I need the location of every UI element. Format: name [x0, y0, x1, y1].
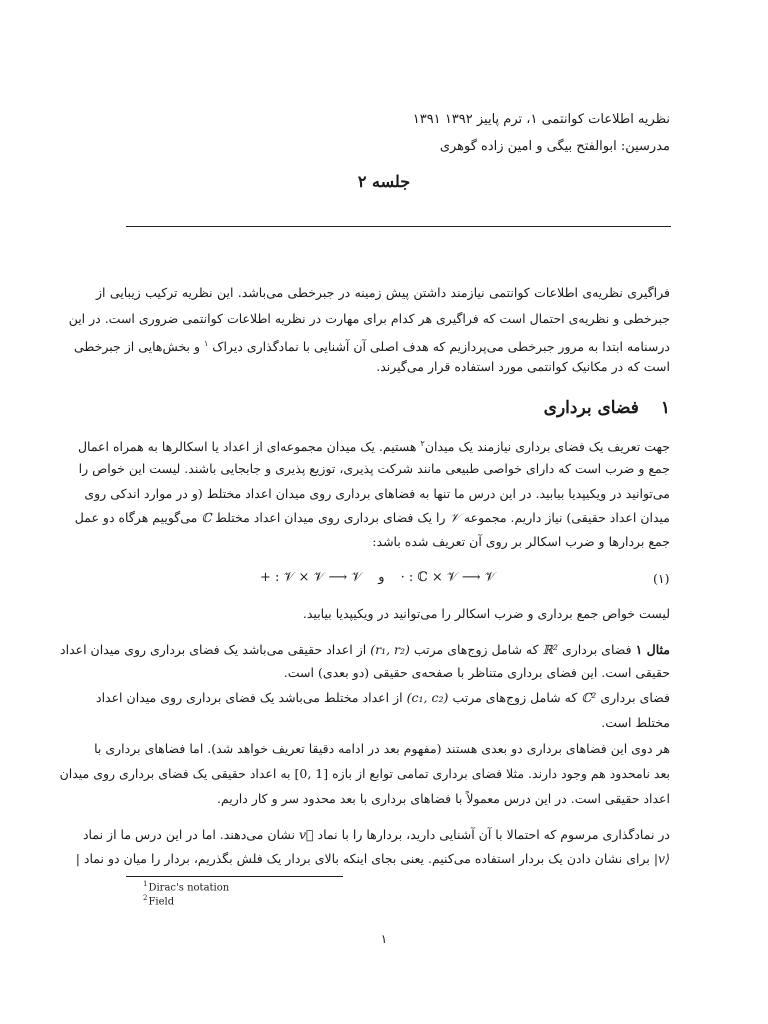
para3-line-1b: نشان می‌دهند. اما در این درس ما از نماد	[82, 827, 295, 842]
math-bar: |	[75, 851, 80, 866]
math-ket-v: |v⟩	[653, 851, 670, 866]
para1-line-4a: میدان اعداد حقیقی) نیاز داریم. مجموعه	[463, 510, 670, 525]
math-R2: ℝ²	[542, 642, 558, 657]
para3-line-1	[82, 826, 670, 844]
para1-line-2: جمع و ضرب است که دارای خواصی طبیعی مانند شرکت پذیری، توزیع پذیری و جابجایی باشند. لیست این خواص را	[78, 461, 670, 476]
math-pair-r: (r₁, r₂)	[370, 642, 410, 657]
footnote-1-text: Dirac's notation	[148, 882, 230, 894]
after-equation-line: لیست خواص جمع برداری و ضرب اسکالر را می‌توانید در ویکیپدیا بیابید.	[302, 606, 670, 621]
intro-line-4: است که در مکانیک کوانتمی مورد استفاده قرار می‌گیرند.	[376, 359, 670, 374]
equation-left: + : 𝒱 × 𝒱 ⟶ 𝒱	[260, 570, 363, 585]
example1-line-1c: از اعداد حقیقی می‌باشد یک فضای برداری روی میدان اعداد	[60, 642, 367, 657]
example1-line-3b: که شامل زوج‌های مرتب	[452, 690, 578, 705]
intro-line-2: جبرخطی و نظریه‌ی احتمال است که فراگیری هر کدام برای مهارت در نظریه اطلاعات کوانتمی ضروری است. در این	[68, 311, 670, 326]
footnote-2-text: Field	[148, 896, 175, 908]
intro-line-3	[73, 335, 670, 356]
equation-and: و	[378, 570, 385, 585]
footnote-ref-2: ۲	[420, 439, 425, 448]
course-line: نظریه اطلاعات کوانتمی ۱، ترم پاییز ۱۳۹۲ ۱۳۹۱	[412, 112, 670, 127]
para1-line-1b: هستیم. یک میدان مجموعه‌ای از اعداد یا اسکالرها به همراه اعمال	[77, 439, 417, 455]
example1-line-3a: فضای برداری	[600, 690, 670, 705]
math-V: 𝒱	[449, 510, 460, 525]
para1-line-1	[77, 435, 670, 456]
math-vec-v: v⃗	[298, 827, 314, 842]
instructors-line: مدرسین: ابوالفتح بیگی و امین زاده گوهری	[439, 139, 670, 154]
example1-line-2: حقیقی است. این فضای برداری متناظر با صفحه‌ی حقیقی (دو بعدی) است.	[283, 665, 670, 680]
para1-line-4c: می‌گوییم هرگاه دو عمل	[74, 510, 198, 525]
para2-line-2	[59, 765, 670, 783]
footnote-ref-1: ۱	[203, 339, 209, 348]
para1-line-4b: را یک فضای برداری روی میدان اعداد مختلط	[215, 510, 446, 525]
example1-label: مثال ۱	[635, 642, 670, 657]
footnote-2-mark: 2	[143, 894, 148, 902]
example1-line-1a: فضای برداری	[561, 642, 632, 657]
section-heading	[544, 398, 670, 418]
para2-line-3: اعداد حقیقی است. در این درس معمولاً با فضاهای برداری با بعد محدود سر و کار داریم.	[216, 791, 670, 806]
footnote-rule	[126, 876, 343, 877]
para2-line-2a: بعد نامحدود هم وجود دارند. مثلا فضای برداری تمامی توابع از بازه	[332, 766, 670, 781]
section-title: فضای برداری	[543, 398, 639, 418]
math-C: ℂ	[201, 510, 212, 525]
equation-right: · : ℂ × 𝒱 ⟶ 𝒱	[400, 570, 496, 585]
para2-line-2b: به اعداد حقیقی یک فضای برداری روی میدان	[59, 766, 291, 781]
para1-line-3: می‌توانید در ویکیپدیا بیابید. در این درس ما تنها به فضاهای برداری روی میدان اعداد مختلط (و در موارد اندکی روی	[84, 486, 670, 501]
example1-line-3c: از اعداد مختلط می‌باشد یک فضای برداری روی میدان اعداد	[96, 690, 403, 705]
para3-line-2a: برای نشان دادن یک بردار استفاده می‌کنیم. یعنی بجای اینکه بالای بردار یک فلش بگذریم، بردار را میان دو نماد	[83, 851, 650, 866]
math-interval: [0, 1]	[294, 766, 329, 781]
footnote-1	[143, 880, 229, 893]
page-title: جلسه ۲	[357, 172, 411, 191]
example1-line-1	[60, 641, 670, 659]
page-number: ۱	[380, 932, 388, 946]
math-C2: ℂ²	[581, 690, 597, 705]
example1-line-1b: که شامل زوج‌های مرتب	[413, 642, 539, 657]
footnote-2	[143, 894, 174, 907]
example1-line-3	[96, 689, 670, 707]
equation-1	[260, 570, 496, 585]
para1-line-1a: جهت تعریف یک فضای برداری نیازمند یک میدان	[424, 439, 670, 455]
para1-line-5: جمع بردارها و ضرب اسکالر بر روی آن تعریف شده باشد:	[372, 534, 670, 549]
intro-line-3a: درسنامه ابتدا به مرور جبرخطی می‌پردازیم که هدف اصلی آن آشنایی با نمادگذاری دیراک	[212, 339, 670, 355]
para1-line-4	[74, 509, 670, 527]
intro-line-3b: و بخش‌هایی از جبرخطی	[73, 339, 200, 355]
para3-line-2	[75, 850, 670, 868]
para3-line-1a: در نمادگذاری مرسوم که احتمالا با آن آشنایی دارید، بردارها را با نماد	[317, 827, 670, 842]
section-number: ۱	[660, 398, 670, 418]
header-rule	[126, 226, 671, 227]
example1-line-4: مختلط است.	[601, 715, 670, 730]
intro-line-1: فراگیری نظریه‌ی اطلاعات کوانتمی نیازمند داشتن پیش زمینه در جبرخطی می‌باشد. این نظریه ترکیب زیبایی از	[96, 285, 670, 300]
para2-line-1: هر دوی این فضاهای برداری دو بعدی هستند (مفهوم بعد در ادامه دقیقا تعریف خواهد شد). اما فضاهای برداری با	[94, 741, 670, 756]
equation-number: (۱)	[653, 571, 670, 586]
footnote-1-mark: 1	[143, 880, 148, 888]
math-pair-c: (c₁, c₂)	[406, 690, 449, 705]
